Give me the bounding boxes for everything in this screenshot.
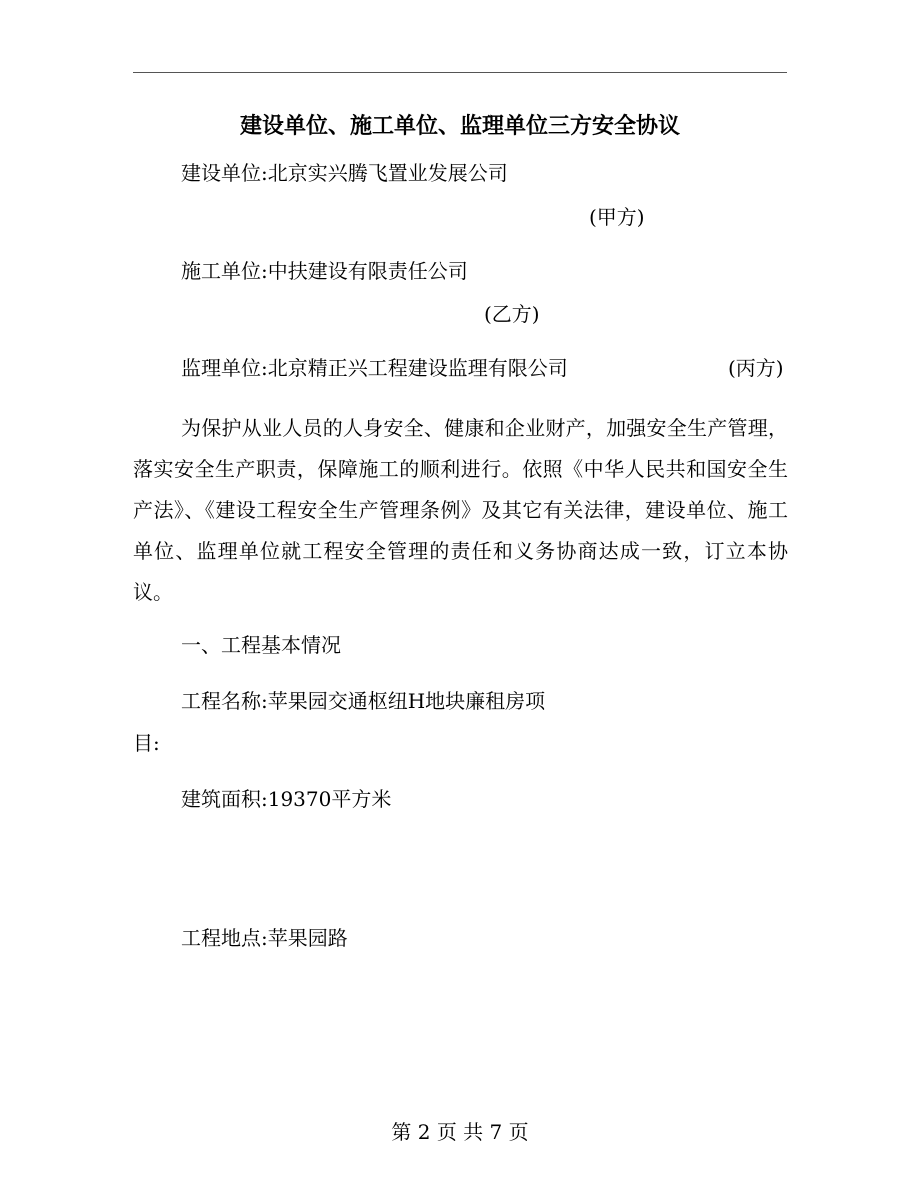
party-c-line: 监理单位:北京精正兴工程建设监理有限公司: [181, 356, 568, 380]
document-title: 建设单位、施工单位、监理单位三方安全协议: [239, 113, 680, 139]
section-heading: 一、工程基本情况: [181, 633, 341, 657]
project-name-line2: 目:: [133, 731, 160, 755]
party-c-role: (丙方): [728, 356, 784, 380]
project-name-line1: 工程名称:苹果园交通枢纽H地块廉租房项: [181, 689, 546, 713]
header-rule: [133, 72, 787, 73]
party-b-line: 施工单位:中扶建设有限责任公司: [181, 259, 468, 283]
party-a-line: 建设单位:北京实兴腾飞置业发展公司: [181, 161, 508, 185]
preamble-paragraph: 为保护从业人员的人身安全、健康和企业财产，加强安全生产管理，落实安全生产职责，保障施工的顺利进行。依照《中华人民共和国安全生产法》、《建设工程安全生产管理条例》及其它有关法律，建设单位、施工单位、监理单位就工程安全管理的责任和义务协商达成一致，订立本协议。: [133, 416, 788, 604]
party-b-role: (乙方): [484, 302, 540, 326]
party-a-role: (甲方): [589, 205, 645, 229]
project-location: 工程地点:苹果园路: [181, 926, 348, 950]
page-number: 第 2 页 共 7 页: [391, 1120, 529, 1144]
building-area: 建筑面积:19370平方米: [181, 787, 392, 811]
